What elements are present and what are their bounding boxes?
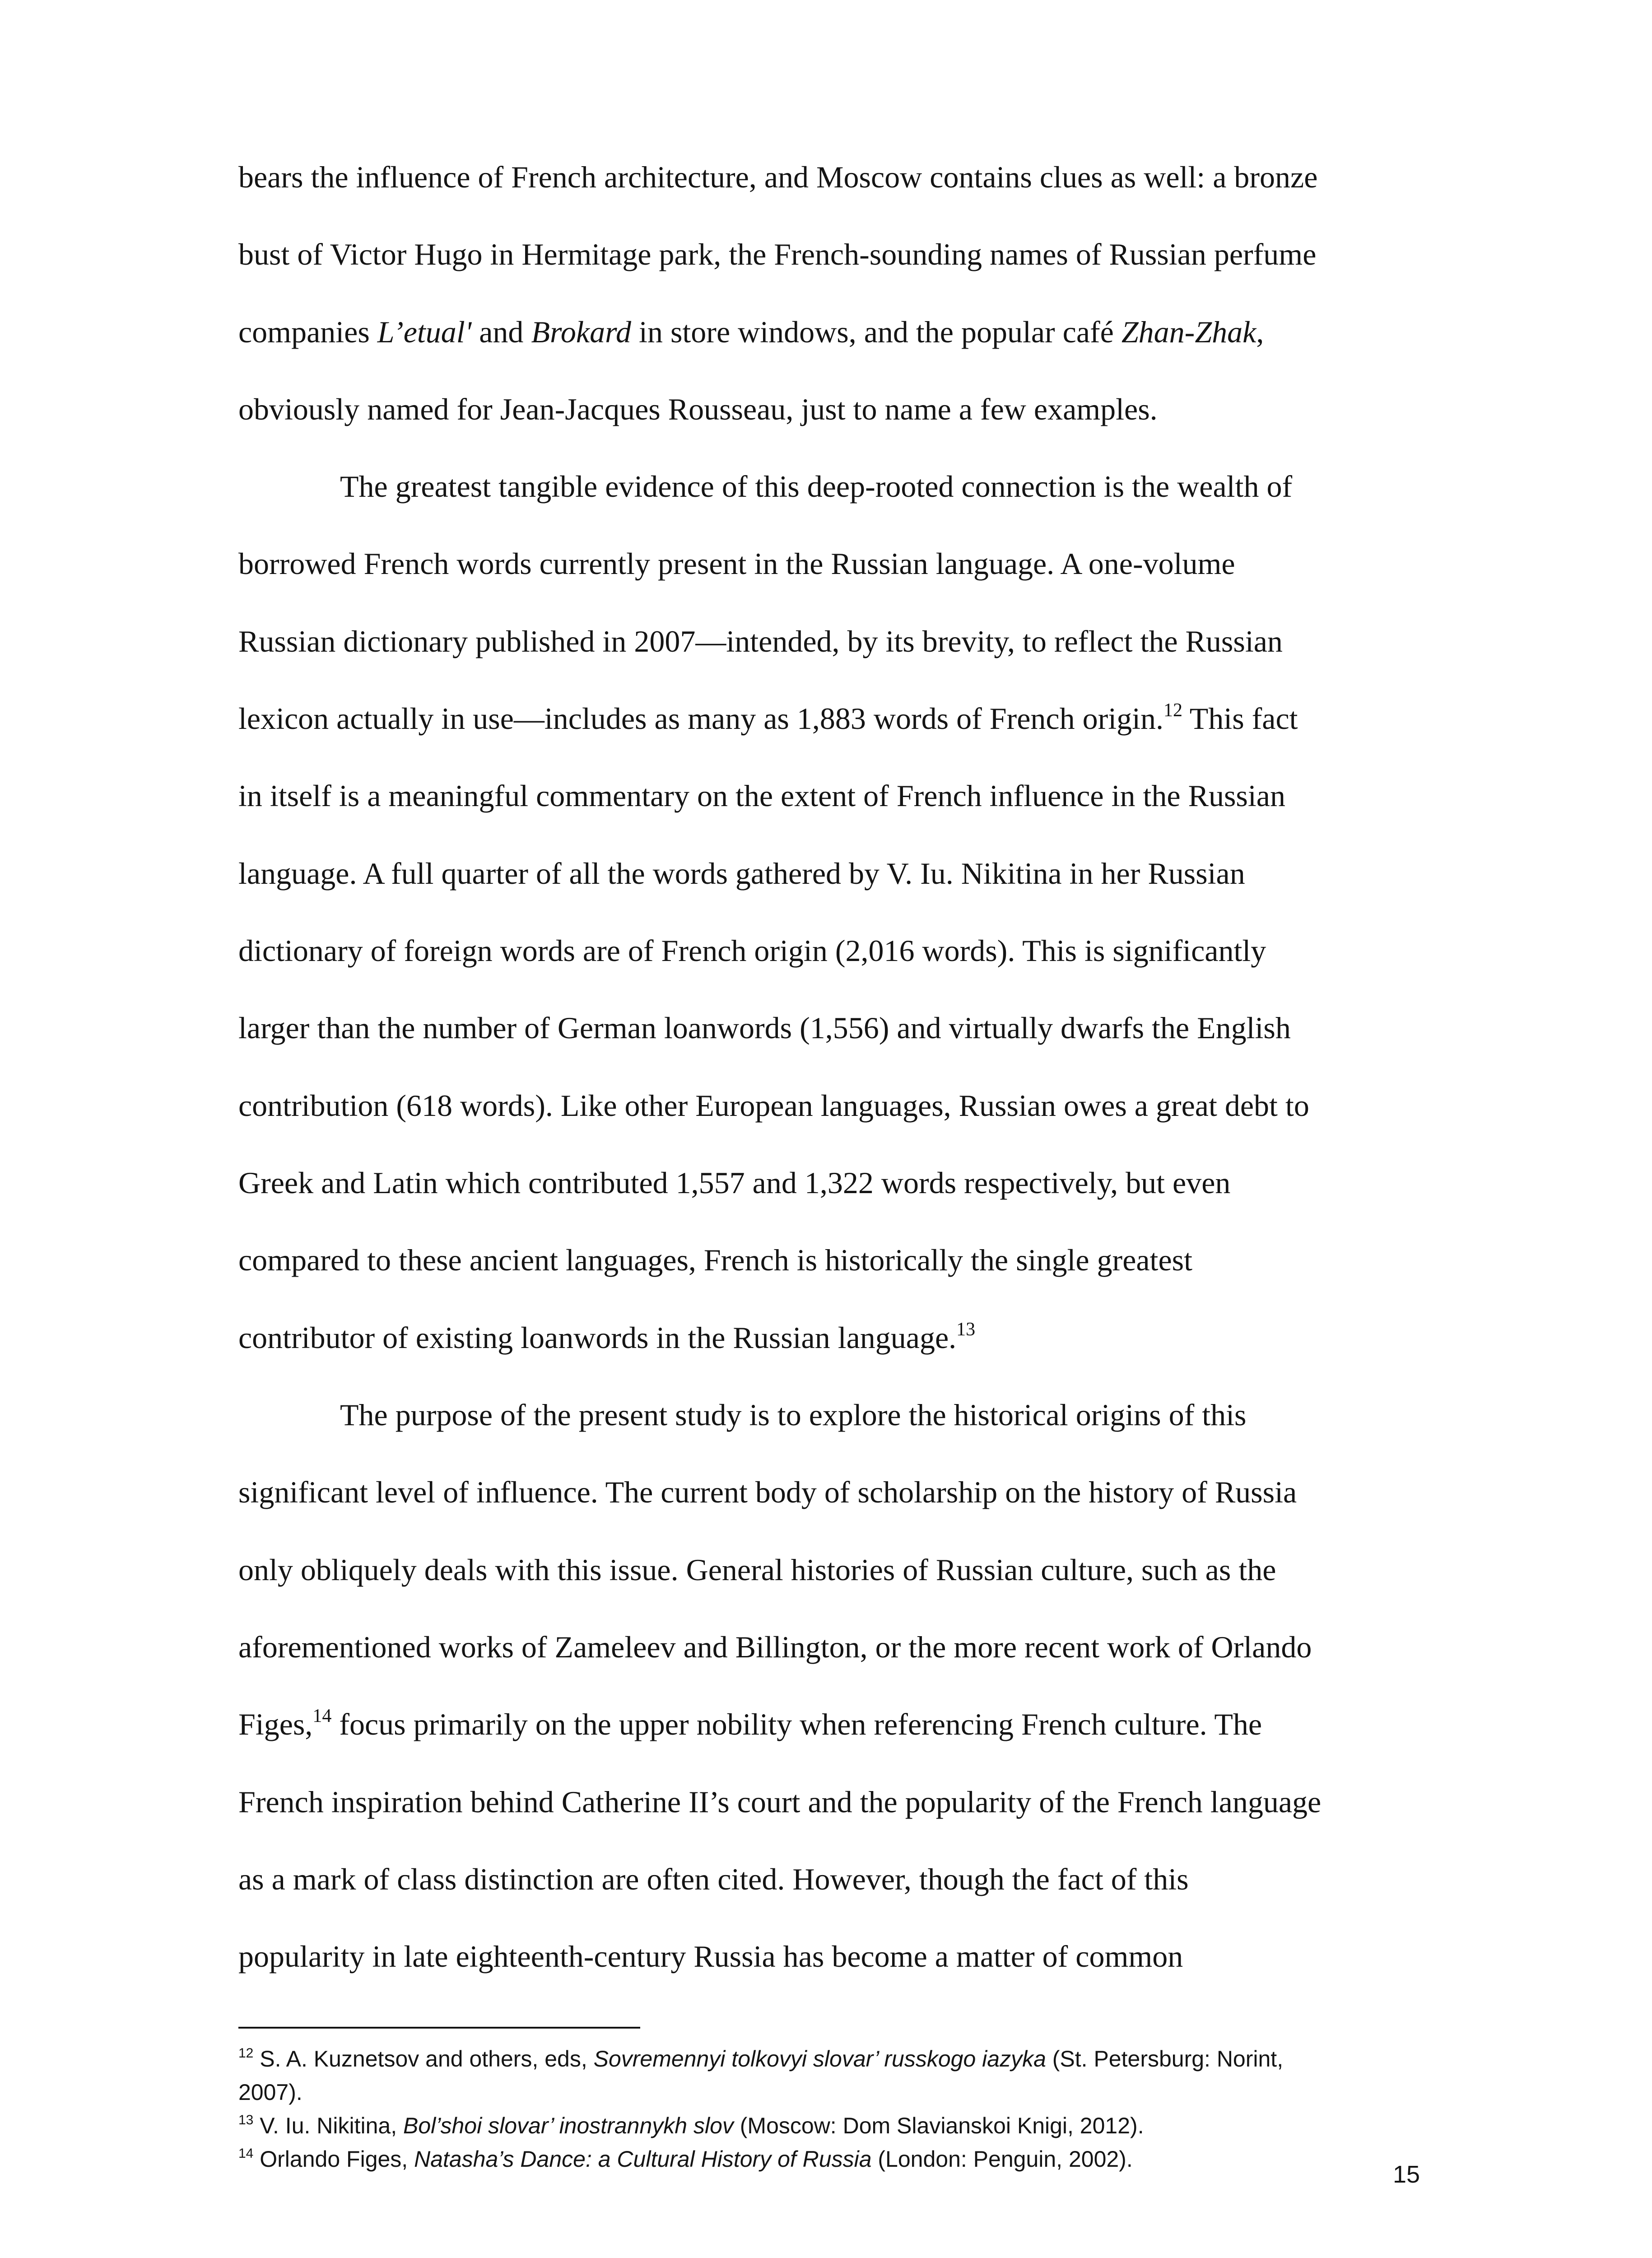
body-line: significant level of influence. The current body of scholarship on the history of Russia	[238, 1475, 1297, 1509]
body-line: aforementioned works of Zameleev and Billington, or the more recent work of Orlando	[238, 1630, 1312, 1664]
body-line: dictionary of foreign words are of French origin (2,016 words). This is significantly	[238, 933, 1266, 968]
footnote-13: $^{13}$ V. Iu. Nikitina, Bol’shoi slovar’ inostrannykh slov (Moscow: Dom Slavianskoi Knigi, 2012).	[238, 2113, 1144, 2138]
footnote-number: 13	[238, 2113, 254, 2127]
body-line: obviously named for Jean-Jacques Rousseau, just to name a few examples.	[238, 392, 1158, 426]
italic-term: Brokard	[531, 315, 632, 349]
footnote-ref[interactable]: 14	[312, 1706, 332, 1726]
body-line: language. A full quarter of all the words gathered by V. Iu. Nikitina in her Russian	[238, 856, 1245, 891]
body-line: The greatest tangible evidence of this deep-rooted connection is the wealth of	[340, 469, 1293, 504]
footnote-ref[interactable]: 13	[956, 1319, 976, 1340]
footnote-separator	[238, 2027, 640, 2029]
body-line: bust of Victor Hugo in Hermitage park, the French-sounding names of Russian perfume	[238, 237, 1317, 271]
footnote-title: Sovremennyi tolkovyi slovar’ russkogo iazyka	[593, 2046, 1046, 2071]
body-line: French inspiration behind Catherine II’s court and the popularity of the French language	[238, 1785, 1322, 1819]
italic-term: L’etual'	[377, 315, 472, 349]
footnote-title: Natasha’s Dance: a Cultural History of Russia	[414, 2146, 872, 2172]
body-line: borrowed French words currently present in the Russian language. A one-volume	[238, 546, 1235, 581]
footnote-number: 14	[238, 2146, 254, 2161]
body-line: compared to these ancient languages, French is historically the single greatest	[238, 1243, 1192, 1277]
footnote-ref[interactable]: 12	[1163, 700, 1182, 721]
body-line: only obliquely deals with this issue. General histories of Russian culture, such as the	[238, 1553, 1276, 1587]
body-line: as a mark of class distinction are often cited. However, though the fact of this	[238, 1862, 1189, 1896]
body-line: Greek and Latin which contributed 1,557 and 1,322 words respectively, but even	[238, 1166, 1231, 1200]
body-line: bears the influence of French architecture, and Moscow contains clues as well: a bronze	[238, 160, 1318, 194]
footnote-14: $^{14}$ Orlando Figes, Natasha’s Dance: a Cultural History of Russia (London: Penguin, 2002).	[238, 2146, 1133, 2172]
body-line: contributor of existing loanwords in the Russian language.$^{13}$	[238, 1319, 976, 1355]
page-number: 15	[1393, 2161, 1420, 2188]
body-line: Russian dictionary published in 2007—intended, by its brevity, to reflect the Russian	[238, 624, 1283, 658]
body-line: Figes,$^{14}$ focus primarily on the upper nobility when referencing French culture. The	[238, 1706, 1262, 1741]
body-line: companies L’etual' and Brokard in store windows, and the popular café Zhan-Zhak,	[238, 315, 1264, 349]
footnote-title: Bol’shoi slovar’ inostrannykh slov	[403, 2113, 734, 2138]
body-line: contribution (618 words). Like other European languages, Russian owes a great debt to	[238, 1088, 1309, 1123]
body-line: larger than the number of German loanwords (1,556) and virtually dwarfs the English	[238, 1011, 1291, 1045]
body-line: popularity in late eighteenth-century Russia has become a matter of common	[238, 1939, 1183, 1973]
body-line: lexicon actually in use—includes as many as 1,883 words of French origin.$^{12}$ This fact	[238, 700, 1298, 736]
footnote-12-continued: 2007).	[238, 2080, 302, 2105]
body-line: The purpose of the present study is to explore the historical origins of this	[340, 1398, 1247, 1432]
body-line: in itself is a meaningful commentary on the extent of French influence in the Russian	[238, 779, 1285, 813]
footnote-number: 12	[238, 2046, 254, 2061]
italic-term: Zhan-Zhak	[1121, 315, 1256, 349]
footnote-12: $^{12}$ S. A. Kuznetsov and others, eds, Sovremennyi tolkovyi slovar’ russkogo iazyka (St. Petersburg: Norint,	[238, 2046, 1284, 2071]
